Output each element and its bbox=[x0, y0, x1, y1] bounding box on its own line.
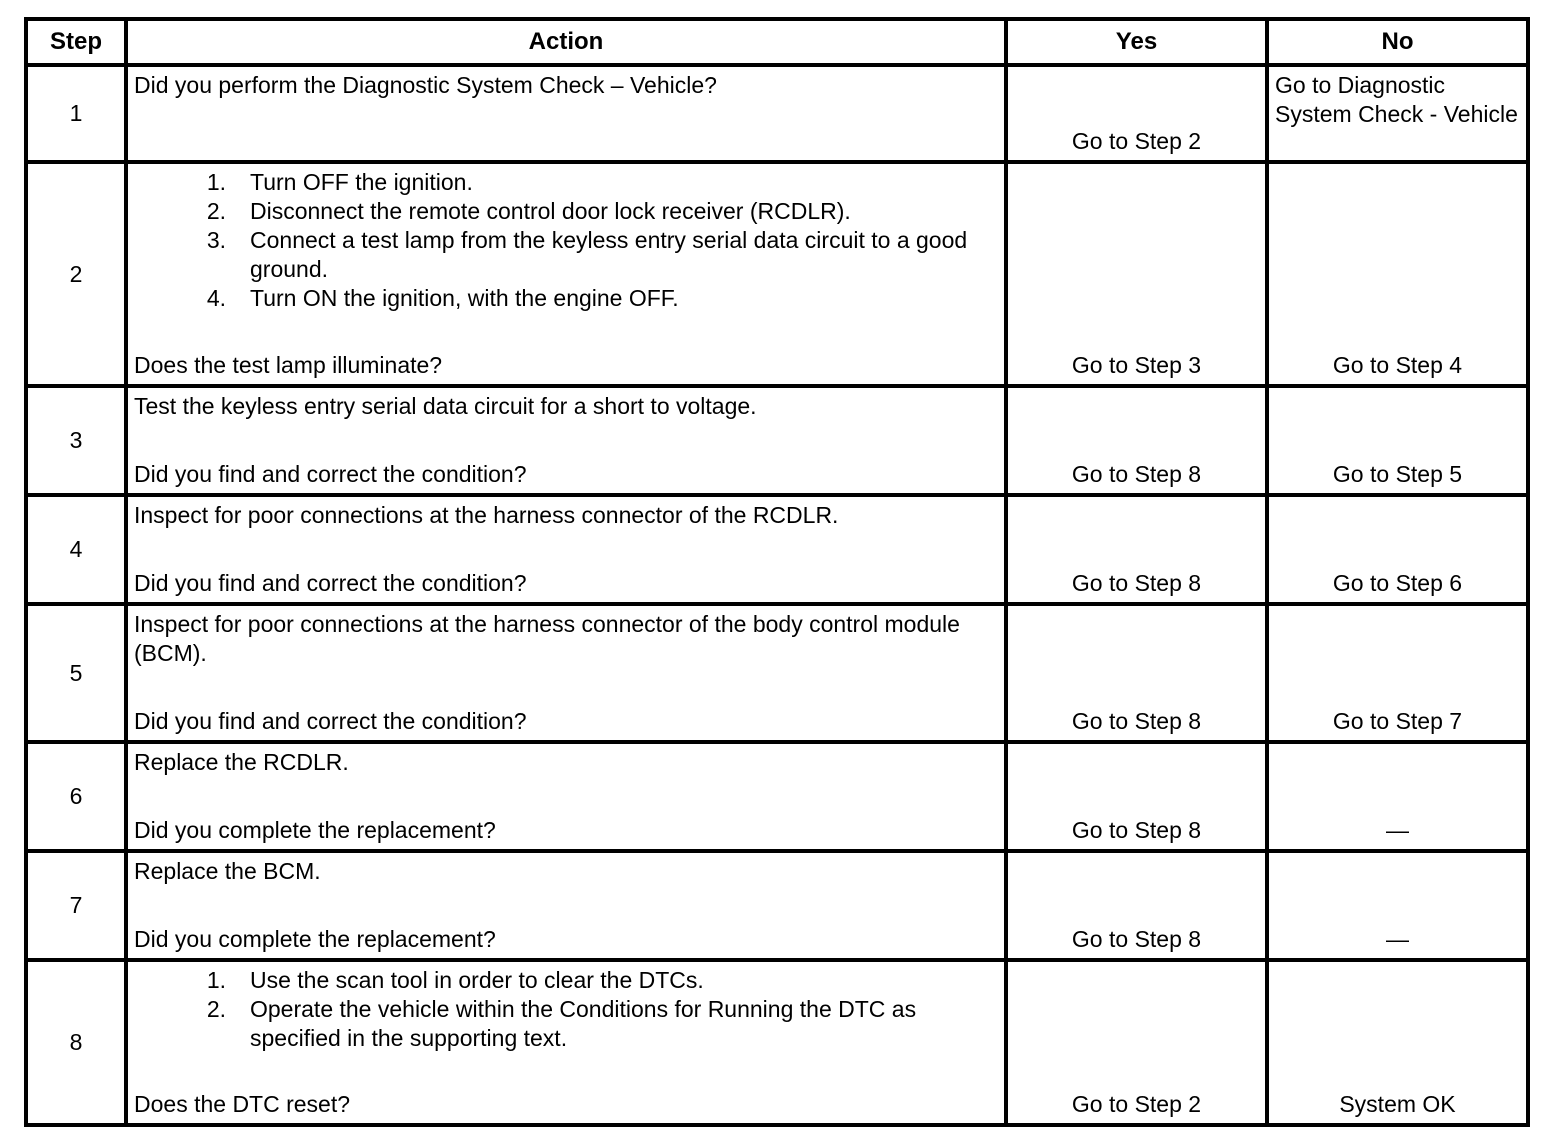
step-number: 5 bbox=[26, 604, 126, 742]
list-item bbox=[134, 966, 998, 995]
action-question: Does the DTC reset? bbox=[134, 1091, 351, 1117]
step-number: 6 bbox=[26, 742, 126, 851]
action-cell bbox=[126, 386, 1006, 495]
diagnostic-table bbox=[24, 17, 1530, 1127]
table-row bbox=[26, 65, 1528, 162]
list-item-text: Connect a test lamp from the keyless entry serial data circuit to a good ground. bbox=[250, 227, 968, 282]
step-number: 8 bbox=[26, 960, 126, 1125]
step-number: 2 bbox=[26, 162, 126, 386]
yes-result: Go to Step 8 bbox=[1006, 851, 1267, 960]
no-result: — bbox=[1267, 742, 1528, 851]
action-text: Did you perform the Diagnostic System Check – Vehicle? bbox=[134, 72, 717, 98]
action-question: Did you complete the replacement? bbox=[134, 926, 496, 952]
list-item-number: 1. bbox=[206, 169, 226, 195]
list-item-text: Use the scan tool in order to clear the DTCs. bbox=[250, 967, 704, 993]
action-cell bbox=[126, 495, 1006, 604]
table-row bbox=[26, 742, 1528, 851]
action-text: Test the keyless entry serial data circuit for a short to voltage. bbox=[134, 393, 757, 419]
yes-result: Go to Step 8 bbox=[1006, 604, 1267, 742]
step-number: 4 bbox=[26, 495, 126, 604]
list-item-number: 2. bbox=[206, 996, 226, 1022]
list-item-text: Disconnect the remote control door lock receiver (RCDLR). bbox=[250, 198, 851, 224]
list-item-number: 3. bbox=[206, 227, 226, 253]
list-item-text: Turn ON the ignition, with the engine OFF. bbox=[250, 285, 679, 311]
yes-result: Go to Step 8 bbox=[1006, 386, 1267, 495]
table-row bbox=[26, 495, 1528, 604]
no-result: System OK bbox=[1267, 960, 1528, 1125]
no-result: Go to Step 6 bbox=[1267, 495, 1528, 604]
list-item bbox=[134, 284, 998, 313]
yes-result: Go to Step 2 bbox=[1006, 960, 1267, 1125]
action-text: Inspect for poor connections at the harness connector of the body control module (BCM). bbox=[134, 611, 960, 666]
action-question: Did you complete the replacement? bbox=[134, 817, 496, 843]
header-row bbox=[26, 19, 1528, 65]
action-cell bbox=[126, 960, 1006, 1125]
table-row bbox=[26, 604, 1528, 742]
action-question: Did you find and correct the condition? bbox=[134, 461, 527, 487]
table-row bbox=[26, 162, 1528, 386]
action-cell bbox=[126, 162, 1006, 386]
action-cell bbox=[126, 604, 1006, 742]
no-result: Go to Diagnostic System Check - Vehicle bbox=[1267, 65, 1528, 162]
list-item bbox=[134, 168, 998, 197]
header-yes: Yes bbox=[1006, 19, 1267, 65]
step-number: 7 bbox=[26, 851, 126, 960]
no-result: Go to Step 5 bbox=[1267, 386, 1528, 495]
action-question: Did you find and correct the condition? bbox=[134, 570, 527, 596]
step-number: 3 bbox=[26, 386, 126, 495]
yes-result: Go to Step 8 bbox=[1006, 742, 1267, 851]
list-item-number: 4. bbox=[206, 285, 226, 311]
table-row bbox=[26, 386, 1528, 495]
header-action: Action bbox=[126, 19, 1006, 65]
list-item-text: Operate the vehicle within the Conditions for Running the DTC as specified in the supporting text. bbox=[250, 996, 917, 1051]
table-row bbox=[26, 851, 1528, 960]
action-cell bbox=[126, 742, 1006, 851]
no-result: Go to Step 7 bbox=[1267, 604, 1528, 742]
list-item-number: 2. bbox=[206, 198, 226, 224]
action-text: Inspect for poor connections at the harness connector of the RCDLR. bbox=[134, 502, 839, 528]
action-text: Replace the BCM. bbox=[134, 858, 321, 884]
list-item bbox=[134, 197, 998, 226]
header-step: Step bbox=[26, 19, 126, 65]
table-row bbox=[26, 960, 1528, 1125]
no-result: — bbox=[1267, 851, 1528, 960]
action-steps-list bbox=[134, 966, 998, 1053]
list-item bbox=[134, 226, 998, 284]
action-question: Did you find and correct the condition? bbox=[134, 708, 527, 734]
no-result: Go to Step 4 bbox=[1267, 162, 1528, 386]
action-steps-list bbox=[134, 168, 998, 313]
list-item-text: Turn OFF the ignition. bbox=[250, 169, 473, 195]
list-item-number: 1. bbox=[206, 967, 226, 993]
action-text: Replace the RCDLR. bbox=[134, 749, 349, 775]
action-cell bbox=[126, 851, 1006, 960]
step-number: 1 bbox=[26, 65, 126, 162]
action-cell bbox=[126, 65, 1006, 162]
action-question: Does the test lamp illuminate? bbox=[134, 352, 443, 378]
yes-result: Go to Step 2 bbox=[1006, 65, 1267, 162]
yes-result: Go to Step 3 bbox=[1006, 162, 1267, 386]
list-item bbox=[134, 995, 998, 1053]
yes-result: Go to Step 8 bbox=[1006, 495, 1267, 604]
header-no: No bbox=[1267, 19, 1528, 65]
